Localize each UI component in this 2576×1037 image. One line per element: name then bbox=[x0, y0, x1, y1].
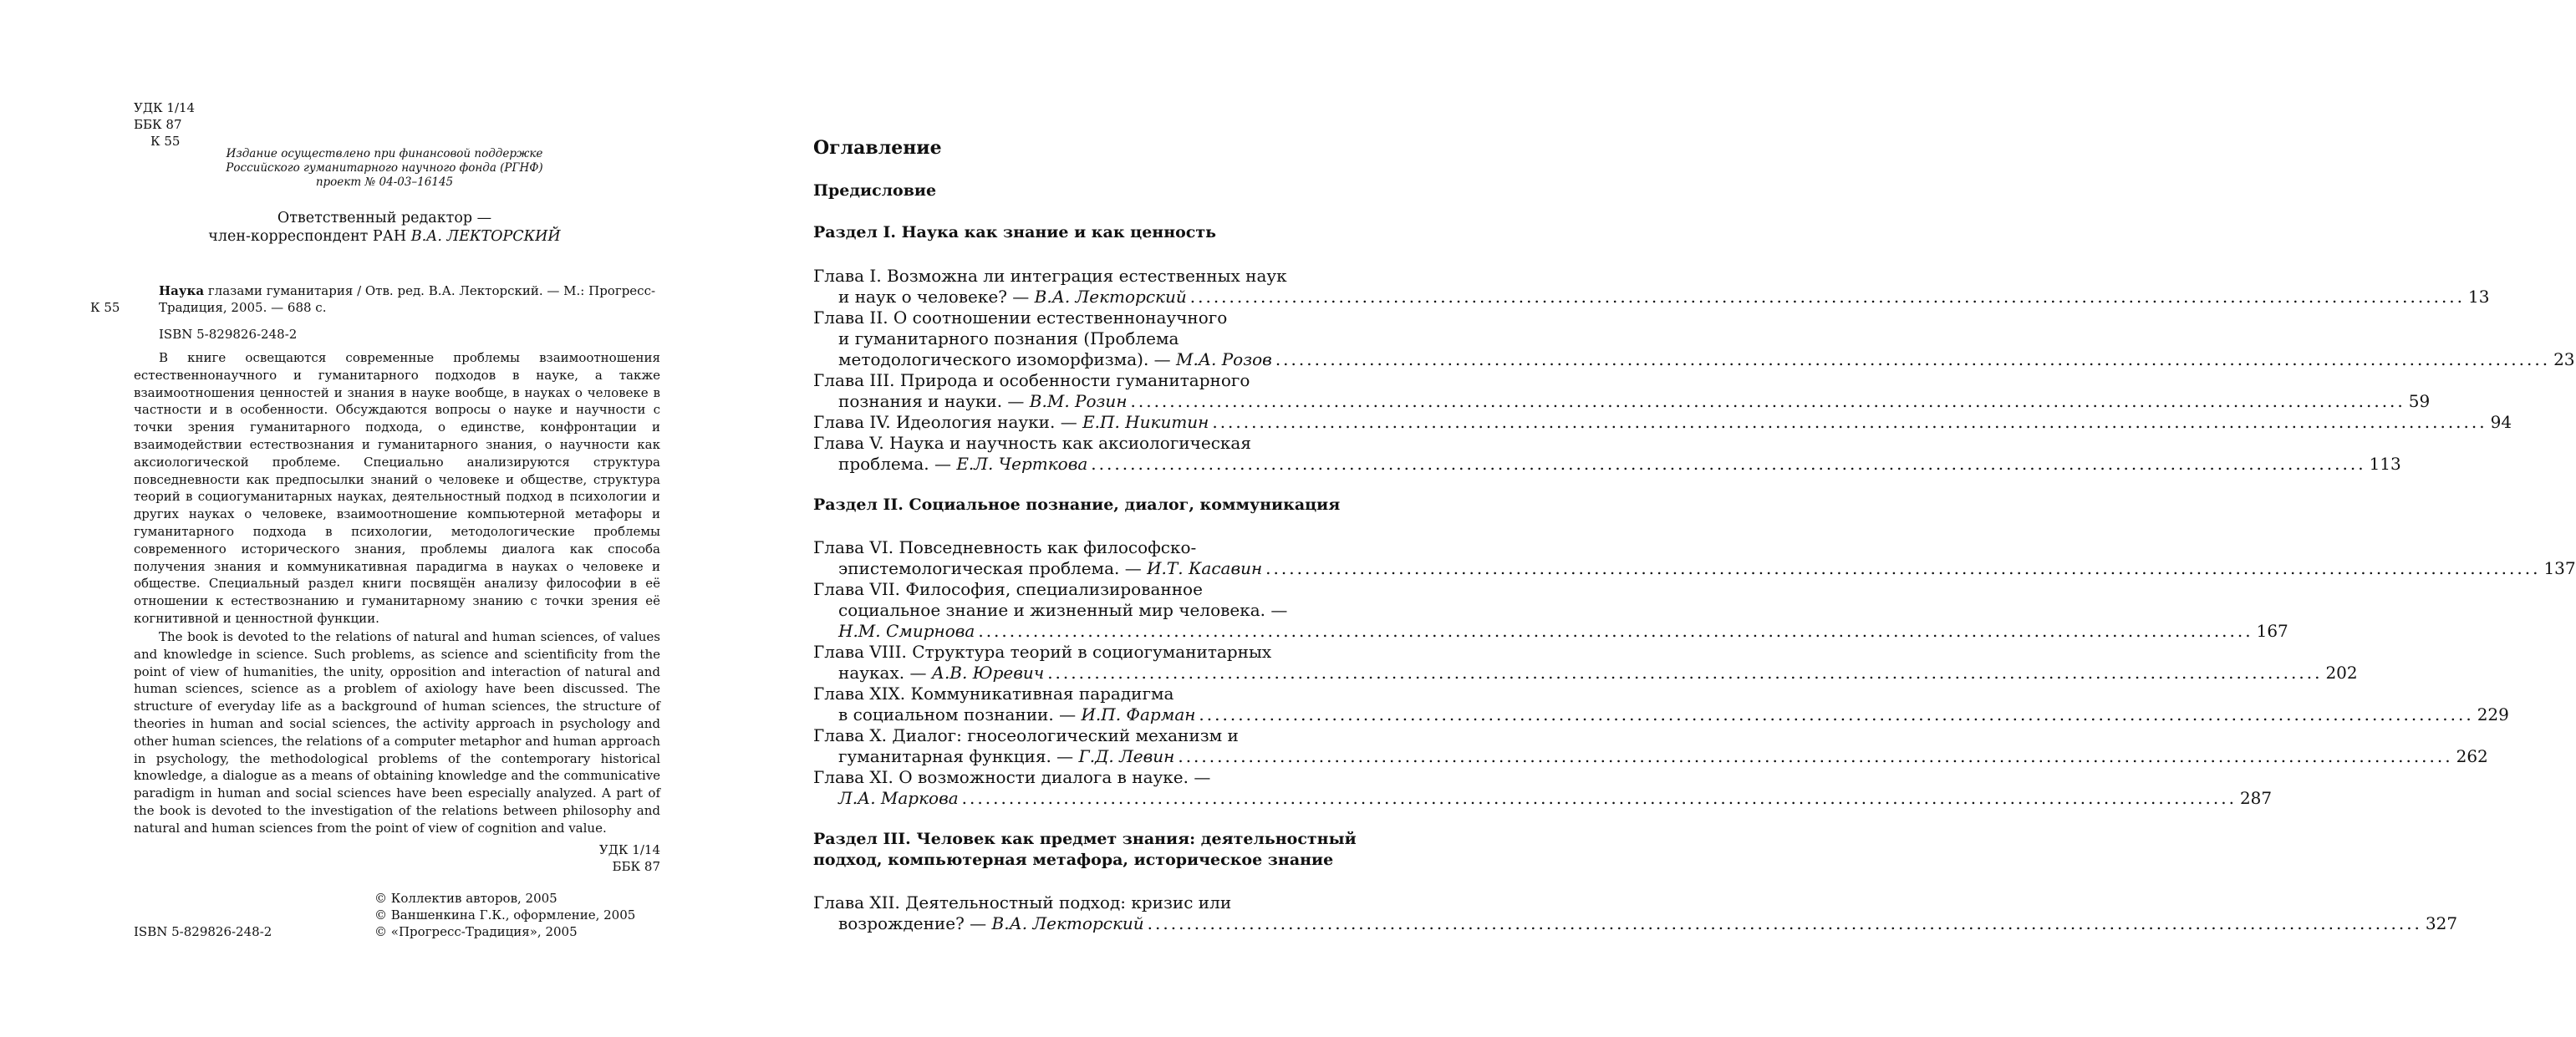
annotation-en-text: The book is devoted to the relations of natural and human sciences, of values and knowledge in science. Such problems, as science and scientificity from the point of view of humanities, the unity, opposition and interaction of natural and human sciences, science as a problem of axiology have been discussed. The structure of everyday life as a background of human sciences, the structure of theories in human and social sciences, the activity approach in psychology and other human sciences, the relations of a computer metaphor and human approach in psychology, the methodological problems of the contemporary historical knowledge, a dialogue as a means of obtaining knowledge and the communicative paradigm in human and social sciences have been especially analyzed. A part of the book is devoted to the investigation of the relations between philosophy and natural and human sciences from the point of view of cognition and value. bbox=[134, 629, 660, 836]
udk-bottom: УДК 1/14 bbox=[598, 842, 660, 857]
ch12-line-2: возрождение? — bbox=[838, 913, 992, 933]
ch2-page: 23 bbox=[2553, 349, 2575, 369]
ch4-page: 94 bbox=[2490, 412, 2512, 432]
ch5-page: 113 bbox=[2369, 454, 2401, 474]
editor-line-1: Ответственный редактор — bbox=[277, 210, 492, 226]
toc-entry-ch10 bbox=[813, 725, 2488, 767]
ch3-line-2: познания и науки. — bbox=[838, 391, 1030, 411]
bib-line-2: Традиция, 2005. — 688 с. bbox=[159, 300, 327, 315]
udk-block bbox=[134, 99, 195, 150]
ch8-last-line bbox=[813, 663, 2358, 684]
left-page bbox=[0, 0, 727, 1037]
support-line-3: проект № 04-03–16145 bbox=[315, 175, 454, 189]
ch7-line-1: Глава VII. Философия, специализированное bbox=[813, 579, 1203, 599]
bib-title-word: Наука bbox=[159, 283, 205, 298]
toc-entry-ch4 bbox=[813, 412, 2512, 433]
toc-entry-ch6 bbox=[813, 537, 2576, 579]
toc-section-3 bbox=[813, 829, 1357, 871]
ch7-last-line bbox=[813, 621, 2288, 642]
ch12-page: 327 bbox=[2425, 913, 2458, 933]
editor-name: В.А. ЛЕКТОРСКИЙ bbox=[410, 228, 561, 245]
udk-bottom-block bbox=[599, 841, 660, 875]
ch8-author: А.В. Юревич bbox=[931, 663, 1045, 683]
ch5-line-2: проблема. — bbox=[838, 454, 957, 474]
annotation-ru-text: В книге освещаются современные проблемы взаимоотношения естественнонаучного и гуманитарного подходов в науке, а также взаимоотношения ценностей и знания в науке вообще, в науках о человеке в частности и в особенности. Обсуждаются вопросы о науке и научности с точки зрения гуманитарного подхода, о единстве, конфронтации и взаимодействии естествознания и гуманитарного знания, о научности как аксиологической проблеме. Специально анализируются структура повседневности как предпосылки знаний о человеке и обществе, структура теорий в социогуманитарных науках, деятельностный подход в психологии и других науках о человеке, взаимоотношение компьютерной метафоры и гуманитарного подхода в психологии, методологические проблемы современного исторического знания, проблемы диалога как способа получения знания и коммуникативная парадигма в науках о человеке и обществе. Специальный раздел книги посвящён анализу философии в её отношении к естествознанию и гуманитарному знанию с точки зрения её когнитивной и ценностной функции. bbox=[134, 350, 660, 626]
ch3-line-1: Глава III. Природа и особенности гуманитарного bbox=[813, 370, 1250, 390]
ch7-page: 167 bbox=[2256, 621, 2288, 641]
ch1-last-line bbox=[813, 287, 2490, 308]
ch9-last-line bbox=[813, 704, 2509, 725]
toc-entry-ch12 bbox=[813, 892, 2458, 934]
ch9-author: И.П. Фарман bbox=[1081, 704, 1196, 724]
ch5-line-1: Глава V. Наука и научность как аксиологическая bbox=[813, 433, 1251, 453]
ch6-line-1: Глава VI. Повседневность как философско- bbox=[813, 537, 1197, 557]
toc-entry-ch5 bbox=[813, 433, 2401, 475]
support-line-2: Российского гуманитарного научного фонда (РГНФ) bbox=[226, 161, 543, 175]
toc-page bbox=[727, 0, 2576, 1037]
ch1-page: 13 bbox=[2468, 287, 2490, 307]
ch1-line-2: и наук о человеке? — bbox=[838, 287, 1035, 307]
ch4-line-1: Глава IV. Идеология науки. — bbox=[813, 412, 1083, 432]
toc-title: Оглавление bbox=[813, 137, 942, 159]
ch3-last-line bbox=[813, 391, 2431, 412]
copyright-block bbox=[374, 890, 635, 940]
section3-line-1: Раздел III. Человек как предмет знания: деятельностный bbox=[813, 830, 1357, 848]
udk-code: УДК 1/14 bbox=[134, 100, 196, 115]
ch10-line-2: гуманитарная функция. — bbox=[838, 746, 1079, 766]
ch9-line-2: в социальном познании. — bbox=[838, 704, 1082, 724]
toc-section-2: Раздел II. Социальное познание, диалог, коммуникация bbox=[813, 496, 1341, 514]
ch4-last-line bbox=[813, 412, 2512, 433]
ch1-author: В.А. Лекторский bbox=[1034, 287, 1187, 307]
editor-prefix: член-корреспондент РАН bbox=[208, 228, 411, 245]
ch10-page: 262 bbox=[2456, 746, 2488, 766]
ch2-last-line bbox=[813, 349, 2575, 370]
bibliographic-entry bbox=[159, 282, 660, 316]
ch10-last-line bbox=[813, 746, 2488, 767]
support-line-1: Издание осуществлено при финансовой поддержке bbox=[226, 147, 543, 160]
copyright-line-2: © Ваншенкина Г.К., оформление, 2005 bbox=[374, 907, 636, 923]
ch8-page: 202 bbox=[2325, 663, 2358, 683]
ch7-author: Н.М. Смирнова bbox=[838, 621, 975, 641]
ch1-line-1: Глава I. Возможна ли интеграция естественных наук bbox=[813, 266, 1287, 286]
ch3-page: 59 bbox=[2408, 391, 2431, 411]
ch10-line-1: Глава X. Диалог: гносеологический механизм и bbox=[813, 725, 1239, 745]
ch6-line-2: эпистемологическая проблема. — bbox=[838, 558, 1148, 578]
ch9-page: 229 bbox=[2477, 704, 2509, 724]
ch6-page: 137 bbox=[2543, 558, 2576, 578]
ch11-page: 287 bbox=[2239, 788, 2273, 808]
ch2-author: М.А. Розов bbox=[1176, 349, 1272, 369]
toc-preface: Предисловие bbox=[813, 181, 937, 200]
ch8-line-2: науках. — bbox=[838, 663, 932, 683]
editor-line-2 bbox=[180, 227, 589, 246]
toc-entry-ch1 bbox=[813, 266, 2490, 308]
ch2-line-3: методологического изоморфизма). — bbox=[838, 349, 1177, 369]
ch5-last-line bbox=[813, 454, 2401, 475]
bbk-bottom: ББК 87 bbox=[612, 859, 660, 874]
toc-entry-ch8 bbox=[813, 642, 2358, 684]
support-note bbox=[201, 147, 568, 190]
bib-k-code: К 55 bbox=[90, 300, 120, 315]
bbk-code: ББК 87 bbox=[134, 117, 182, 132]
responsible-editor bbox=[180, 209, 589, 246]
copyright-line-3: © «Прогресс-Традиция», 2005 bbox=[374, 924, 578, 939]
toc-entry-ch7 bbox=[813, 579, 2288, 642]
ch4-author: Е.П. Никитин bbox=[1082, 412, 1209, 432]
bib-isbn: ISBN 5-829826-248-2 bbox=[159, 327, 298, 342]
bib-rest-1: глазами гуманитария / Отв. ред. В.А. Лекторский. — М.: Прогресс- bbox=[204, 283, 656, 298]
ch2-line-1: Глава II. О соотношении естественнонаучного bbox=[813, 308, 1228, 328]
ch3-author: В.М. Розин bbox=[1029, 391, 1128, 411]
ch5-author: Е.Л. Черткова bbox=[956, 454, 1088, 474]
annotation-russian bbox=[134, 349, 660, 628]
ch6-author: И.Т. Касавин bbox=[1147, 558, 1263, 578]
annotation-english bbox=[134, 628, 660, 837]
ch11-line-1: Глава XI. О возможности диалога в науке. — bbox=[813, 767, 1211, 787]
ch8-line-1: Глава VIII. Структура теорий в социогуманитарных bbox=[813, 642, 1272, 662]
ch6-last-line bbox=[813, 558, 2576, 579]
toc-entry-ch9 bbox=[813, 684, 2509, 725]
ch7-line-2: социальное знание и жизненный мир человека. — bbox=[838, 600, 1288, 620]
ch11-last-line bbox=[813, 788, 2273, 809]
section3-line-2: подход, компьютерная метафора, историческое знание bbox=[813, 851, 1334, 869]
toc-entry-ch11 bbox=[813, 767, 2273, 809]
ch12-last-line bbox=[813, 913, 2458, 934]
ch9-line-1: Глава XIX. Коммуникативная парадигма bbox=[813, 684, 1174, 704]
ch12-author: В.А. Лекторский bbox=[991, 913, 1144, 933]
toc-entry-ch2 bbox=[813, 308, 2575, 370]
ch12-line-1: Глава XII. Деятельностный подход: кризис или bbox=[813, 892, 1232, 912]
ch10-author: Г.Д. Левин bbox=[1078, 746, 1175, 766]
ch2-line-2: и гуманитарного познания (Проблема bbox=[838, 328, 1179, 348]
ch11-author: Л.А. Маркова bbox=[838, 788, 959, 808]
copyright-line-1: © Коллектив авторов, 2005 bbox=[374, 891, 557, 906]
k-code: К 55 bbox=[150, 134, 181, 149]
bib-line-1 bbox=[159, 282, 660, 299]
toc-section-1: Раздел I. Наука как знание и как ценность bbox=[813, 223, 1217, 241]
isbn-bottom: ISBN 5-829826-248-2 bbox=[134, 924, 272, 939]
toc-entry-ch3 bbox=[813, 370, 2431, 412]
